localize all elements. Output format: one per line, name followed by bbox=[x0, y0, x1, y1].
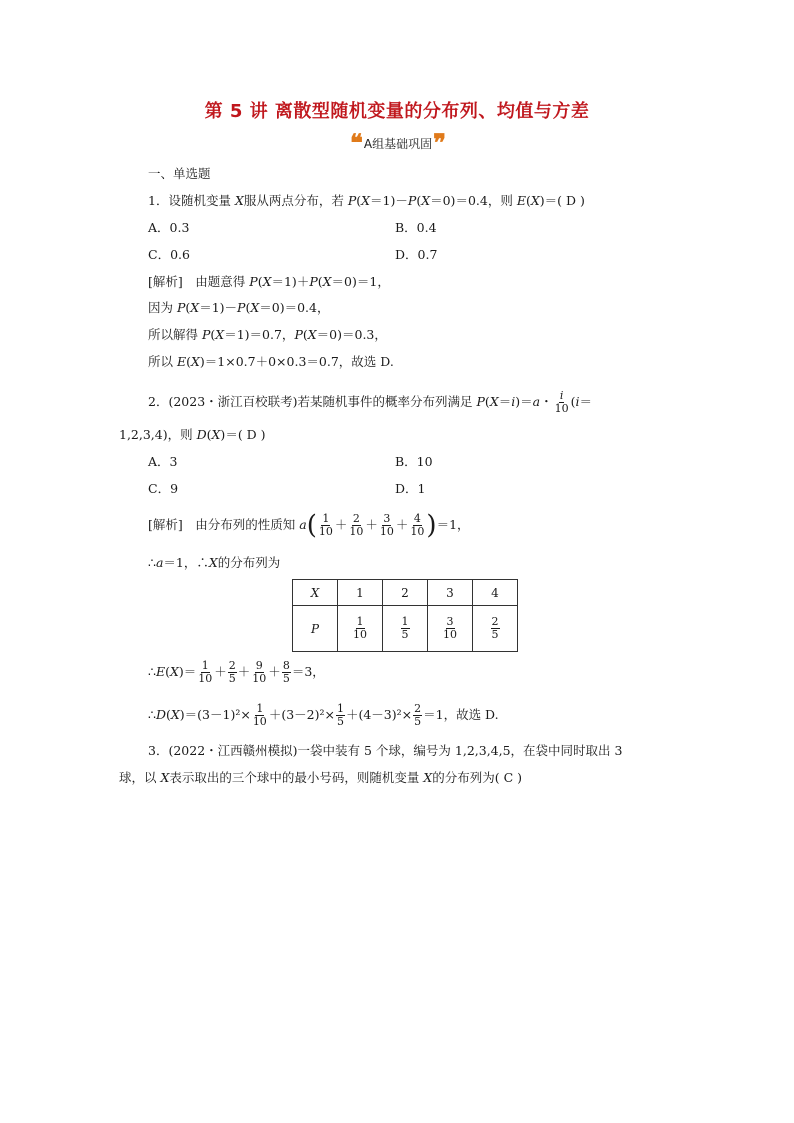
right-quote-icon: ❞ bbox=[433, 128, 447, 157]
q2-solution-line2: ∴a＝1，∴X的分布列为 bbox=[148, 555, 281, 570]
q2-option-b: B．10 bbox=[395, 454, 433, 469]
banner-label: A组基础巩固 bbox=[363, 136, 433, 151]
table-prob-cell: $\frac{1}{10}$ bbox=[338, 606, 383, 652]
solution-tag: [解析] bbox=[148, 274, 183, 289]
q1-option-d: D．0.7 bbox=[395, 247, 438, 262]
q2-solution-line1: [解析] 由分布列的性质知 a( $\frac{1}{10}$ ＋ $\frac{2}{10}$ ＋ $\frac{3}{10}$ ＋ $\frac{4}{10}$ )＝1， bbox=[148, 510, 470, 541]
q1-solution-line2: 因为 P(X＝1)－P(X＝0)＝0.4， bbox=[148, 300, 330, 315]
page-title: 第 5 讲 离散型随机变量的分布列、均值与方差 bbox=[204, 101, 590, 122]
q1-option-c: C．0.6 bbox=[148, 247, 190, 262]
q3-stem-line1: 3．(2022・江西赣州模拟)一袋中装有 5 个球，编号为 1,2,3,4,5，在袋中同时取出 3 bbox=[148, 743, 623, 758]
q2-stem-line2: 1,2,3,4)，则 D(X)＝( D ) bbox=[119, 427, 266, 442]
q2-option-c: C．9 bbox=[148, 481, 179, 496]
table-header-cell: 3 bbox=[428, 580, 473, 606]
q1-option-b: B．0.4 bbox=[395, 220, 437, 235]
table-prob-cell: $\frac{3}{10}$ bbox=[428, 606, 473, 652]
table-prob-cell: $\frac{2}{5}$ bbox=[473, 606, 518, 652]
q2-expectation-line: ∴E(X)＝ $\frac{1}{10}$ ＋ $\frac{2}{5}$ ＋ $\frac{9}{10}$ ＋ $\frac{8}{5}$ ＝3， bbox=[148, 659, 325, 685]
section-heading: 一、单选题 bbox=[148, 166, 211, 181]
table-header-cell: 2 bbox=[383, 580, 428, 606]
left-quote-icon: ❝ bbox=[350, 128, 363, 157]
table-header-x: X bbox=[293, 580, 338, 606]
q2-option-a: A．3 bbox=[148, 454, 178, 469]
q2-stem: 2．(2023・浙江百校联考)若某随机事件的概率分布列满足 P(X＝i)＝a・ $\frac{i}{10}$ (i＝ bbox=[148, 389, 593, 415]
q3-stem-line2: 球，以 X表示取出的三个球中的最小号码，则随机变量 X的分布列为( C ) bbox=[119, 770, 523, 785]
q1-option-a: A．0.3 bbox=[148, 220, 190, 235]
table-prob-cell: $\frac{1}{5}$ bbox=[383, 606, 428, 652]
table-header-cell: 1 bbox=[338, 580, 383, 606]
q2-variance-line: ∴D(X)＝(3－1)²× $\frac{1}{10}$ ＋(3－2)²× $\frac{1}{5}$ ＋(4－3)²× $\frac{2}{5}$ ＝1，故选 D. bbox=[148, 702, 499, 728]
q2-option-d: D．1 bbox=[395, 481, 426, 496]
q1-solution-line4: 所以 E(X)＝1×0.7＋0×0.3＝0.7，故选 D. bbox=[148, 354, 394, 369]
q1-solution-line3: 所以解得 P(X＝1)＝0.7，P(X＝0)＝0.3， bbox=[148, 327, 387, 342]
q1-solution-line1: [解析] 由题意得 P(X＝1)＋P(X＝0)＝1， bbox=[148, 274, 390, 289]
solution-tag: [解析] bbox=[148, 517, 183, 532]
table-header-cell: 4 bbox=[473, 580, 518, 606]
section-banner bbox=[350, 128, 447, 157]
q1-stem: 1．设随机变量 X服从两点分布，若 P(X＝1)－P(X＝0)＝0.4，则 E(X)＝( D ) bbox=[148, 193, 585, 208]
distribution-table bbox=[292, 579, 518, 652]
table-row-label: P bbox=[293, 606, 338, 652]
